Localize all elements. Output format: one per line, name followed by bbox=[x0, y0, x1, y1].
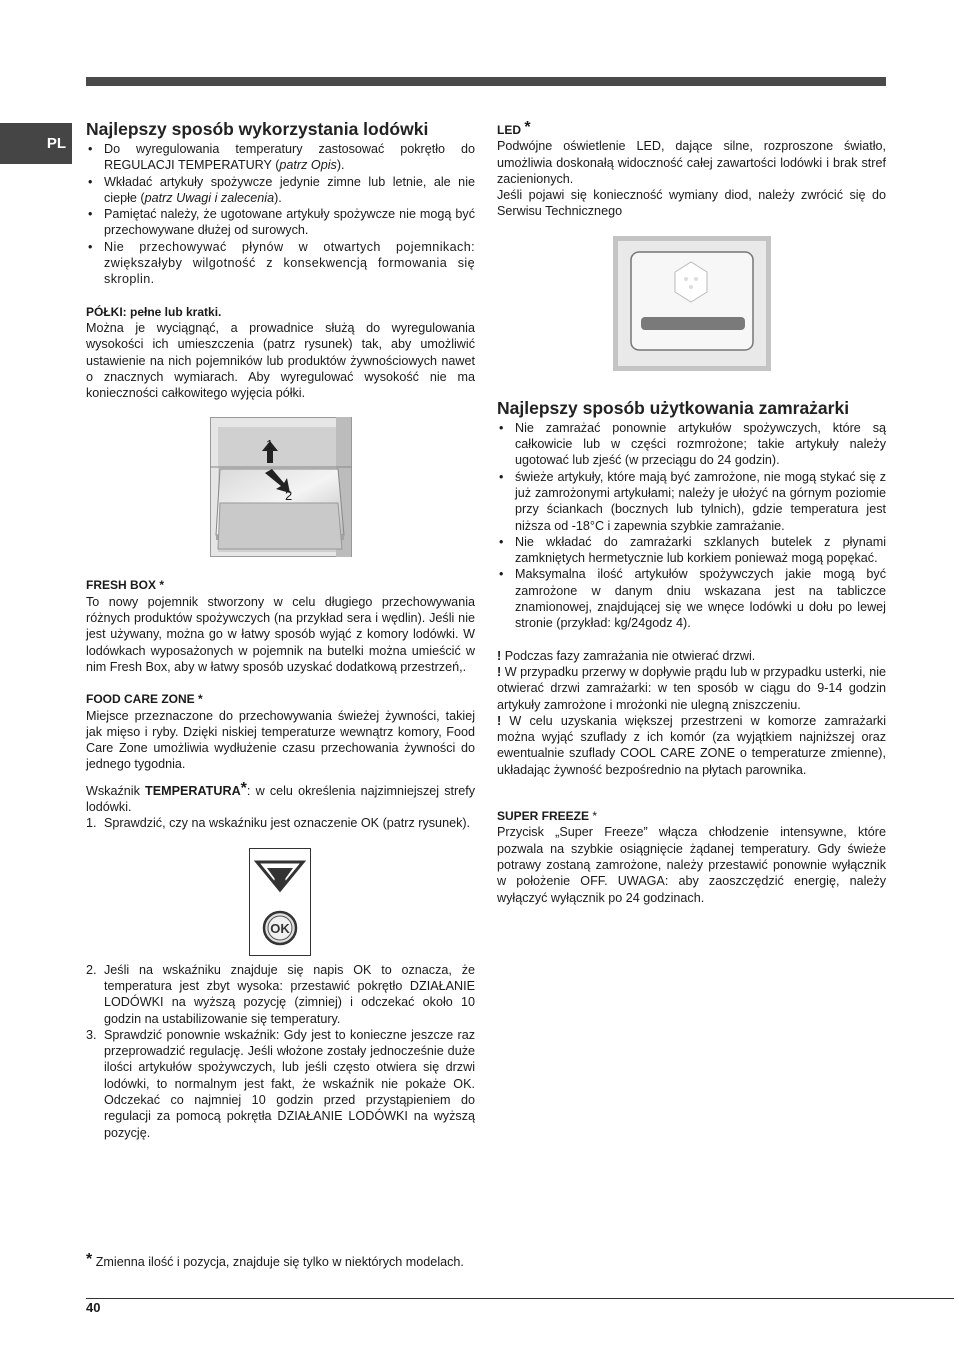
list-item: 3. Sprawdzić ponownie wskaźnik: Gdy jest to konieczne jeszcze raz przeprowadzić regulację. Jeśli włożone zostały jednocześnie duże ilości artykułów spożywczych, lub jeśli często otwiera się drzwi lodówki, to normalnym jest fakt, że wskaźnik nie pokaże OK. Odczekać co najmniej 10 godzin przed przystąpieniem do regulacji za pomocą pokrętła DZIAŁANIE LODÓWKI na wyższą pozycję. bbox=[86, 1027, 475, 1140]
foodcare-heading: FOOD CARE ZONE * bbox=[86, 692, 203, 707]
footnote: * Zmienna ilość i pozycja, znajduje się tylko w niektórych modelach. bbox=[86, 1251, 464, 1269]
fridge-tips-list bbox=[86, 141, 475, 288]
temperature-indicator-intro: Wskaźnik TEMPERATURA*: w celu określenia najzimniejszej strefy lodówki. bbox=[86, 779, 475, 815]
warning-3: ! W celu uzyskania większej przestrzeni w komorze zamrażarki można wyjąć szuflady z ich komór (za wyjątkiem najniższej oraz ewentualnie szuflady COOL CARE ZONE o temperaturze zmienne), układając żywność bezpośrednio na płytach parownika. bbox=[497, 713, 886, 777]
list-item: • Nie wkładać do zamrażarki szklanych butelek z płynami zamkniętych hermetycznie lub korkiem ponieważ mogą popękać. bbox=[497, 534, 886, 567]
freshbox-text: To nowy pojemnik stworzony w celu długiego przechowywania różnych produktów spożywczych (na przykład sera i wędlin). Jeśli nie jest używany, można go w łatwy sposób wyjąć z komory lodówki. W lodówkach wyposażonych w pojemnik na butelki można umieścić w nim Fresh Box, aby w łatwy sposób uzyskać dodatkową przestrzeń,. bbox=[86, 594, 475, 674]
foodcare-text: Miejsce przeznaczone do przechowywania świeżej żywności, takiej jak mięso i ryby. Dzięki niskiej temperaturze wewnątrz komory, Food Care Zone umożliwia wydłużenie czasu przechowania żywności do jednego tygodnia. bbox=[86, 708, 475, 772]
shelf-adjust-illustration bbox=[210, 417, 352, 557]
list-item: • Nie przechowywać płynów w otwartych pojemnikach: zwiększałyby wilgotność z konsekwencją formowania się skroplin. bbox=[86, 239, 475, 288]
freezer-tips-list bbox=[497, 420, 886, 632]
shelves-text: Można je wyciągnąć, a prowadnice służą do wyregulowania wysokości ich umieszczenia (patrz rysunek) tak, aby umożliwić ustawienie na nich pojemników lub produktów żywnościowych nawet o znacznych wymiarach. Aby wyregulować wysokość nie ma konieczności całkowitego wyjęcia półki. bbox=[86, 320, 475, 401]
left-column bbox=[86, 118, 475, 1141]
list-item: 2. Jeśli na wskaźniku znajduje się napis OK to oznacza, że temperatura jest zbyt wysoka: przestawić pokrętło DZIAŁANIE LODÓWKI na wyższą pozycję (zimniej) i odczekać około 10 godzin na ustabilizowanie się temperatury. bbox=[86, 962, 475, 1026]
led-service-text: Jeśli pojawi się konieczność wymiany diod, należy zwrócić się do Serwisu Technicznego bbox=[497, 188, 886, 219]
list-item: • Nie zamrażać ponownie artykułów spożywczych, które są całkowicie lub w części rozmrożone; takie artykuły należy ugotować lub zjeść (w przeciągu do 24 godzin). bbox=[497, 420, 886, 469]
shelves-heading: PÓŁKI: pełne lub kratki. bbox=[86, 304, 222, 319]
list-item: • Pamiętać należy, że ugotowane artykuły spożywcze nie mogą być przechowywane dłużej od surowych. bbox=[86, 206, 475, 239]
right-column bbox=[497, 118, 886, 906]
list-item: • świeże artykuły, które mają być zamrożone, nie mogą stykać się z już zamrożonymi artykułami; należy je ułożyć na górnym poziomie przy ściankach (bocznych lub tylnich), gdzie temperatura jest niższa od -18°C i zapewnia szybkie zamrażanie. bbox=[497, 469, 886, 534]
fridge-section-title: Najlepszy sposób wykorzystania lodówki bbox=[86, 119, 429, 139]
language-tab: PL bbox=[0, 123, 72, 164]
list-item: • Wkładać artykuły spożywcze jedynie zimne lub letnie, ale nie ciepłe (patrz Uwagi i zalecenia). bbox=[86, 174, 475, 207]
freshbox-heading: FRESH BOX * bbox=[86, 578, 165, 593]
shelf-figure-label-1: 1 bbox=[266, 437, 274, 452]
led-light-illustration bbox=[613, 236, 771, 371]
indicator-steps-2 bbox=[86, 962, 475, 1141]
list-item: • Do wyregulowania temperatury zastosować pokrętło do REGULACJI TEMPERATURY (patrz Opis). bbox=[86, 141, 475, 174]
superfreeze-text: Przycisk „Super Freeze” włącza chłodzenie intensywne, które pozwala na szybkie osiągnięcie żądanej temperatury. Gdy świeże potrawy zostaną zamrożone, należy przestawić ponownie wyłącznik w położenie OFF. UWAGA: aby zaoszczędzić energię, należy wyłączyć wyłącznik po 24 godzinach. bbox=[497, 825, 886, 905]
led-text: Podwójne oświetlenie LED, dające silne, rozproszone światło, umożliwia doskonałą widoczność całej zawartości lodówki i brak stref zacienionych. bbox=[497, 139, 886, 186]
superfreeze-heading: SUPER FREEZE * bbox=[497, 809, 598, 824]
indicator-steps-1 bbox=[86, 815, 475, 831]
top-rule bbox=[86, 77, 886, 86]
warning-1: ! Podczas fazy zamrażania nie otwierać drzwi. bbox=[497, 648, 756, 663]
warning-2: ! W przypadku przerwy w dopływie prądu lub w przypadku usterki, nie otwierać drzwi zamrażarki: w ten sposób w ciągu do 9-14 godzin artykuły zamrożone i mrożonki nie ulegną zniszczeniu. bbox=[497, 664, 886, 712]
list-item: • Maksymalna ilość artykułów spożywczych jakie mogą być zamrożone w danym dniu wskazana jest na tabliczce znamionowej, znajdującej się we wnęce lodówki u dołu po lewej stronie (przykład: kg/24godz 4). bbox=[497, 566, 886, 631]
bottom-rule bbox=[86, 1298, 954, 1299]
page-number: 40 bbox=[86, 1300, 101, 1315]
freezer-section-title: Najlepszy sposób użytkowania zamrażarki bbox=[497, 397, 850, 418]
list-item: 1. Sprawdzić, czy na wskaźniku jest oznaczenie OK (patrz rysunek). bbox=[86, 816, 471, 831]
shelf-figure-label-2: 2 bbox=[285, 488, 293, 503]
led-heading: LED * bbox=[497, 119, 531, 137]
ok-label: OK bbox=[270, 920, 290, 936]
ok-indicator-illustration bbox=[249, 848, 311, 956]
